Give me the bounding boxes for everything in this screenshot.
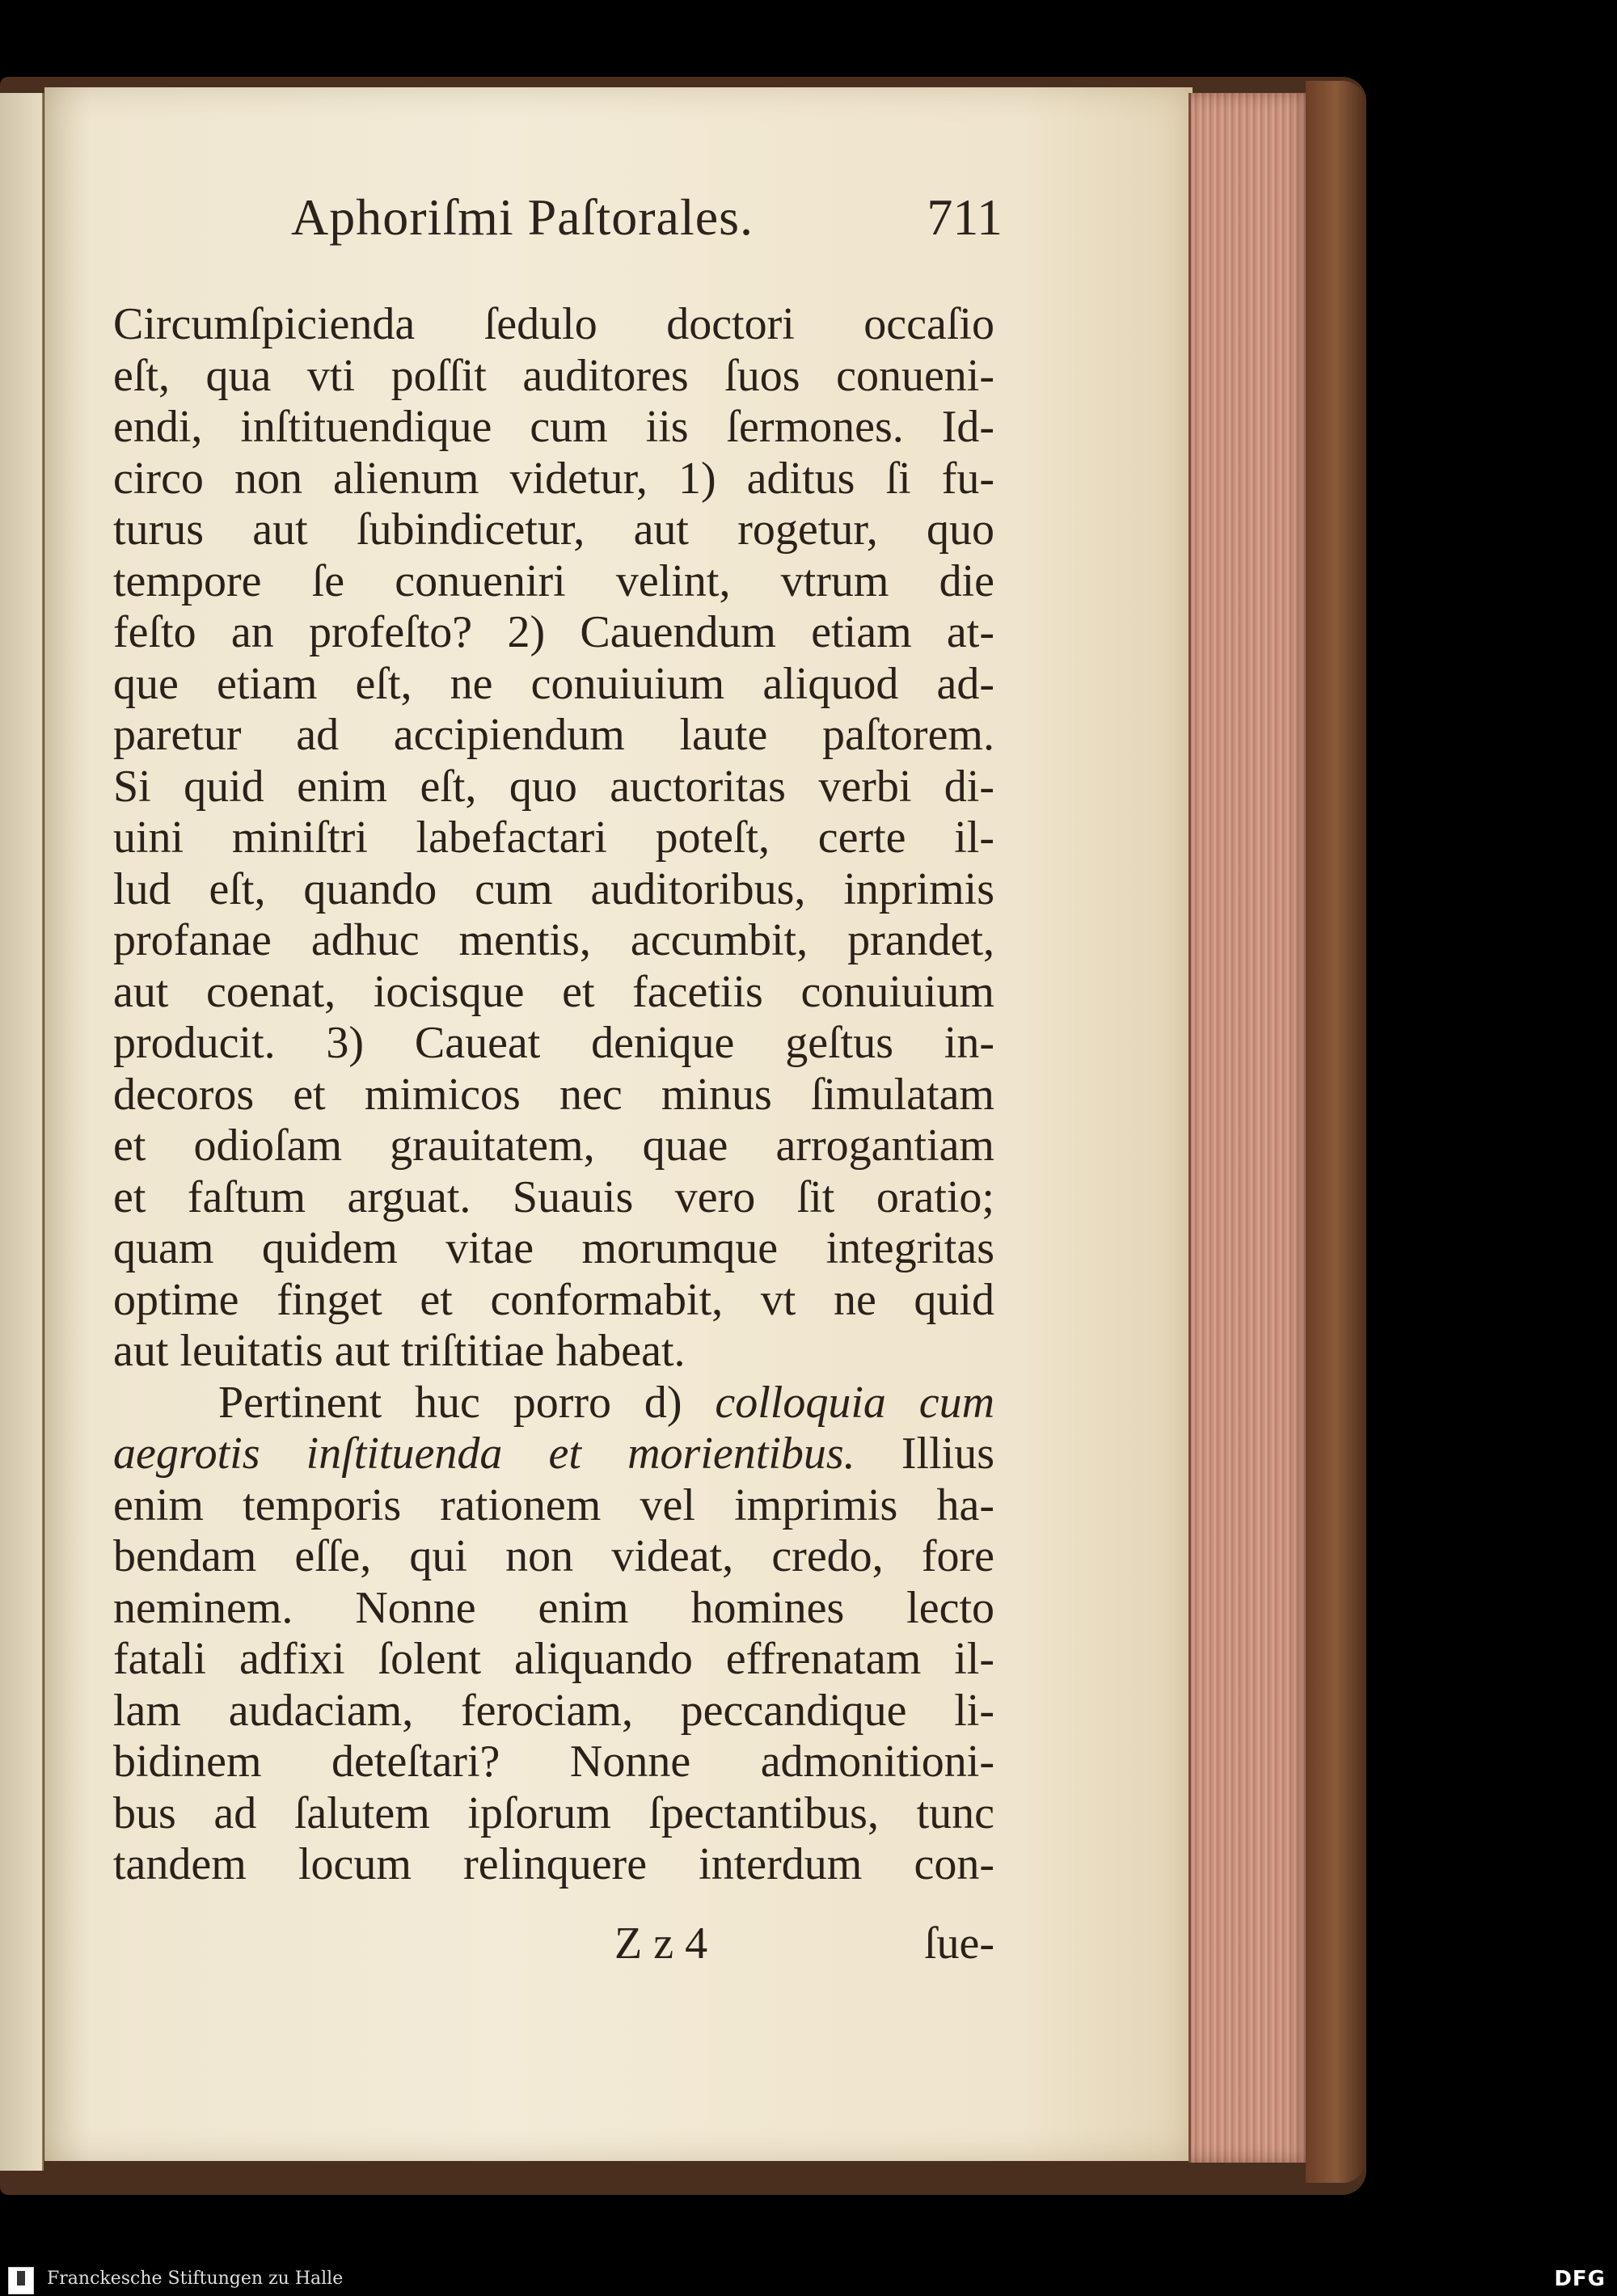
text-line: turus aut ſubindicetur, aut rogetur, quo bbox=[113, 504, 994, 555]
text-line: tandem locum relinquere interdum con- bbox=[113, 1839, 994, 1889]
paragraph-2 bbox=[113, 1378, 994, 1891]
left-page-edge bbox=[0, 93, 44, 2171]
italic-run: aegrotis inſtituenda et morientibus. bbox=[113, 1429, 855, 1479]
page-number: 711 bbox=[927, 188, 1003, 246]
text-line: quam quidem vitae morumque integritas bbox=[113, 1223, 994, 1273]
text-line: decoros et mimicos nec minus ſimulatam bbox=[113, 1069, 994, 1120]
institution-logo-icon bbox=[8, 2267, 34, 2294]
text-line: et odioſam grauitatem, quae arrogantiam bbox=[113, 1121, 994, 1171]
text-line: bidinem deteſtari? Nonne admonitioni- bbox=[113, 1737, 994, 1787]
text-line: aut leuitatis aut triſtitiae habeat. bbox=[113, 1326, 686, 1376]
page-edges bbox=[1188, 93, 1311, 2163]
text-line: que etiam eſt, ne conuiuium aliquod ad- bbox=[113, 658, 994, 709]
text-line: profanae adhuc mentis, accumbit, prandet, bbox=[113, 915, 994, 965]
text-line: endi, inſtituendique cum iis ſermones. Id- bbox=[113, 402, 994, 452]
text-line: fatali adfixi ſolent aliquando effrenatam il- bbox=[113, 1634, 994, 1684]
page-footer bbox=[113, 1918, 994, 1974]
text-line: neminem. Nonne enim homines lecto bbox=[113, 1582, 994, 1633]
body-text bbox=[113, 299, 994, 1891]
dfg-logo: DFG bbox=[1554, 2267, 1606, 2291]
text-line: et faſtum arguat. Suauis vero ſit oratio; bbox=[113, 1171, 994, 1222]
text-run: Illius bbox=[855, 1429, 994, 1479]
cover-edge bbox=[1306, 81, 1366, 2183]
text-line: producit. 3) Caueat denique geſtus in- bbox=[113, 1018, 994, 1068]
text-line bbox=[113, 1429, 994, 1480]
text-line: eſt, qua vti poſſit auditores ſuos conueni- bbox=[113, 350, 994, 401]
text-line bbox=[113, 1378, 994, 1429]
text-line: uini miniſtri labefactari poteſt, certe il- bbox=[113, 812, 994, 863]
running-title: Aphoriſmi Paſtorales. bbox=[291, 188, 754, 246]
text-line: Circumſpicienda ſedulo doctori occaſio bbox=[113, 299, 994, 349]
text-line: aut coenat, iocisque et facetiis conuiuium bbox=[113, 966, 994, 1017]
text-line: enim temporis rationem vel imprimis ha- bbox=[113, 1479, 994, 1530]
text-line: circo non alienum videtur, 1) aditus ſi fu- bbox=[113, 453, 994, 504]
catchword: ſue- bbox=[923, 1918, 994, 1969]
text-line: Si quid enim eſt, quo auctoritas verbi di- bbox=[113, 761, 994, 812]
text-run: Pertinent huc porro d) bbox=[218, 1377, 716, 1428]
text-line: lud eſt, quando cum auditoribus, inprimis bbox=[113, 863, 994, 914]
text-line: lam audaciam, ferociam, peccandique li- bbox=[113, 1685, 994, 1736]
text-line: feſto an profeſto? 2) Cauendum etiam at- bbox=[113, 607, 994, 657]
text-line: bendam eſſe, qui non videat, credo, fore bbox=[113, 1531, 994, 1581]
text-line: paretur ad accipiendum laute paſtorem. bbox=[113, 710, 994, 760]
paragraph-1 bbox=[113, 299, 994, 1378]
text-line: bus ad ſalutem ipſorum ſpectantibus, tunc bbox=[113, 1787, 994, 1838]
text-line: tempore ſe conueniri velint, vtrum die bbox=[113, 555, 994, 606]
italic-run: colloquia cum bbox=[715, 1377, 995, 1428]
signature-mark: Z z 4 bbox=[614, 1918, 708, 1969]
institution-name: Franckesche Stiftungen zu Halle bbox=[47, 2269, 344, 2289]
running-header bbox=[291, 188, 1003, 260]
text-line: optime finget et conformabit, vt ne quid bbox=[113, 1274, 994, 1325]
